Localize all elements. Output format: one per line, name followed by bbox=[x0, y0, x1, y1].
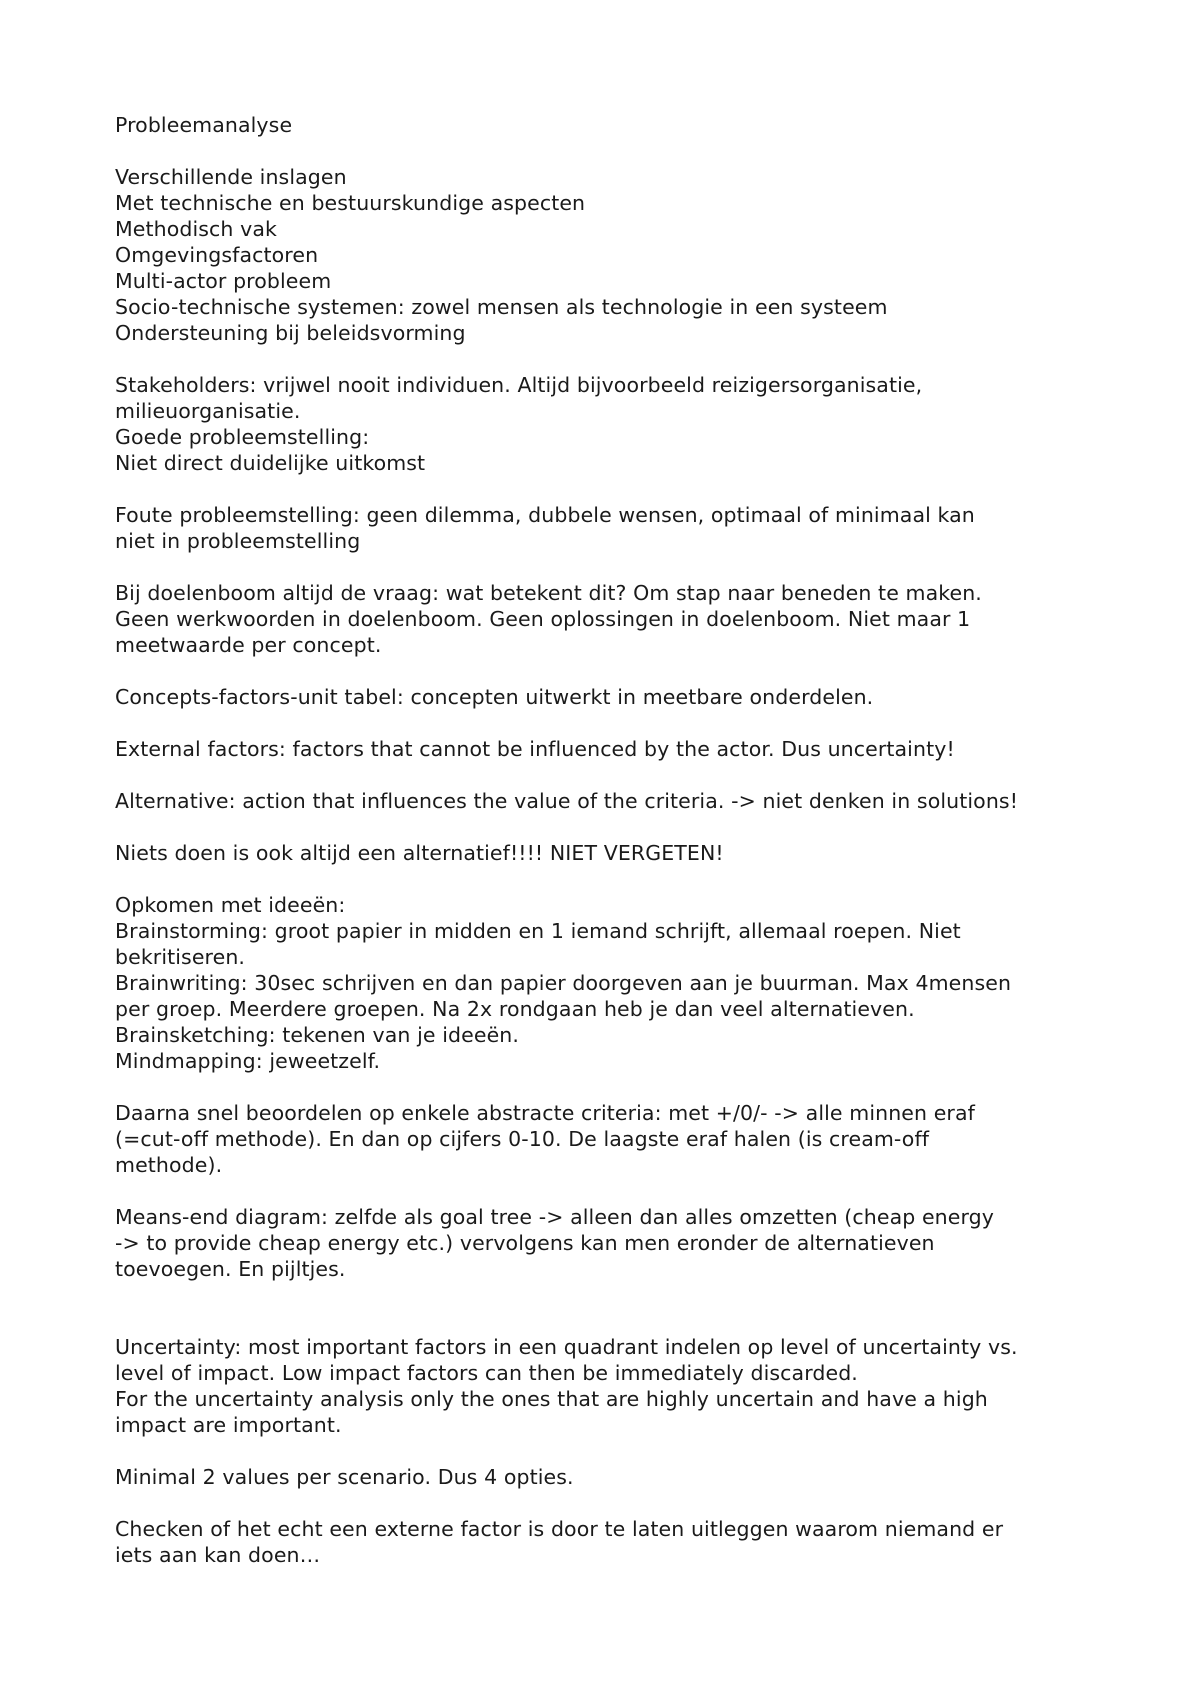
text-line: -> to provide cheap energy etc.) vervolgens kan men eronder de alternatieven bbox=[115, 1231, 935, 1255]
text-line: Daarna snel beoordelen op enkele abstracte criteria: met +/0/- -> alle minnen eraf bbox=[115, 1101, 975, 1125]
text-line: Mindmapping: jeweetzelf. bbox=[115, 1049, 381, 1073]
text-line: Alternative: action that influences the value of the criteria. -> niet denken in solutions! bbox=[115, 789, 1019, 813]
paragraph bbox=[115, 736, 1115, 762]
text-line: Multi-actor probleem bbox=[115, 269, 332, 293]
text-line: Checken of het echt een externe factor is door te laten uitleggen waarom niemand er bbox=[115, 1517, 1004, 1541]
text-line: Concepts-factors-unit tabel: concepten uitwerkt in meetbare onderdelen. bbox=[115, 685, 874, 709]
text-line: External factors: factors that cannot be influenced by the actor. Dus uncertainty! bbox=[115, 737, 955, 761]
paragraph bbox=[115, 1464, 1115, 1490]
paragraph bbox=[115, 1334, 1115, 1438]
text-line: methode). bbox=[115, 1153, 223, 1177]
text-line: meetwaarde per concept. bbox=[115, 633, 382, 657]
text-line: impact are important. bbox=[115, 1413, 342, 1437]
paragraph bbox=[115, 684, 1115, 710]
document-title: Probleemanalyse bbox=[115, 113, 293, 137]
text-line: Minimal 2 values per scenario. Dus 4 opties. bbox=[115, 1465, 574, 1489]
text-line: Goede probleemstelling: bbox=[115, 425, 370, 449]
paragraph bbox=[115, 372, 1115, 476]
text-line: Brainsketching: tekenen van je ideeën. bbox=[115, 1023, 520, 1047]
text-line: Methodisch vak bbox=[115, 217, 278, 241]
text-line: level of impact. Low impact factors can then be immediately discarded. bbox=[115, 1361, 858, 1385]
document-page bbox=[115, 112, 1115, 1594]
text-line: bekritiseren. bbox=[115, 945, 246, 969]
text-line: Foute probleemstelling: geen dilemma, dubbele wensen, optimaal of minimaal kan bbox=[115, 503, 975, 527]
text-line: Brainstorming: groot papier in midden en 1 iemand schrijft, allemaal roepen. Niet bbox=[115, 919, 961, 943]
text-line: iets aan kan doen… bbox=[115, 1543, 321, 1567]
paragraph bbox=[115, 1516, 1115, 1568]
text-line: Stakeholders: vrijwel nooit individuen. Altijd bijvoorbeeld reizigersorganisatie, bbox=[115, 373, 923, 397]
text-line: Ondersteuning bij beleidsvorming bbox=[115, 321, 466, 345]
blank-line bbox=[115, 1308, 1115, 1334]
paragraph bbox=[115, 788, 1115, 814]
text-line: niet in probleemstelling bbox=[115, 529, 361, 553]
text-line: toevoegen. En pijltjes. bbox=[115, 1257, 346, 1281]
text-line: Niet direct duidelijke uitkomst bbox=[115, 451, 426, 475]
paragraph bbox=[115, 580, 1115, 658]
text-line: Verschillende inslagen bbox=[115, 165, 347, 189]
text-line: Brainwriting: 30sec schrijven en dan papier doorgeven aan je buurman. Max 4mensen bbox=[115, 971, 1012, 995]
text-line: Uncertainty: most important factors in een quadrant indelen op level of uncertainty vs. bbox=[115, 1335, 1018, 1359]
text-line: (=cut-off methode). En dan op cijfers 0-10. De laagste eraf halen (is cream-off bbox=[115, 1127, 930, 1151]
text-line: Met technische en bestuurskundige aspecten bbox=[115, 191, 586, 215]
paragraph bbox=[115, 502, 1115, 554]
paragraph bbox=[115, 1204, 1115, 1282]
text-line: per groep. Meerdere groepen. Na 2x rondgaan heb je dan veel alternatieven. bbox=[115, 997, 915, 1021]
text-line: Socio-technische systemen: zowel mensen als technologie in een systeem bbox=[115, 295, 888, 319]
paragraph bbox=[115, 164, 1115, 346]
paragraph bbox=[115, 1100, 1115, 1178]
text-line: For the uncertainty analysis only the ones that are highly uncertain and have a high bbox=[115, 1387, 988, 1411]
text-line: milieuorganisatie. bbox=[115, 399, 301, 423]
paragraph bbox=[115, 840, 1115, 866]
paragraph bbox=[115, 892, 1115, 1074]
text-line: Geen werkwoorden in doelenboom. Geen oplossingen in doelenboom. Niet maar 1 bbox=[115, 607, 971, 631]
text-line: Niets doen is ook altijd een alternatief!!!! NIET VERGETEN! bbox=[115, 841, 724, 865]
text-line: Opkomen met ideeën: bbox=[115, 893, 346, 917]
text-line: Omgevingsfactoren bbox=[115, 243, 319, 267]
text-line: Bij doelenboom altijd de vraag: wat betekent dit? Om stap naar beneden te maken. bbox=[115, 581, 982, 605]
document-body bbox=[115, 164, 1115, 1568]
text-line: Means-end diagram: zelfde als goal tree -> alleen dan alles omzetten (cheap energy bbox=[115, 1205, 994, 1229]
